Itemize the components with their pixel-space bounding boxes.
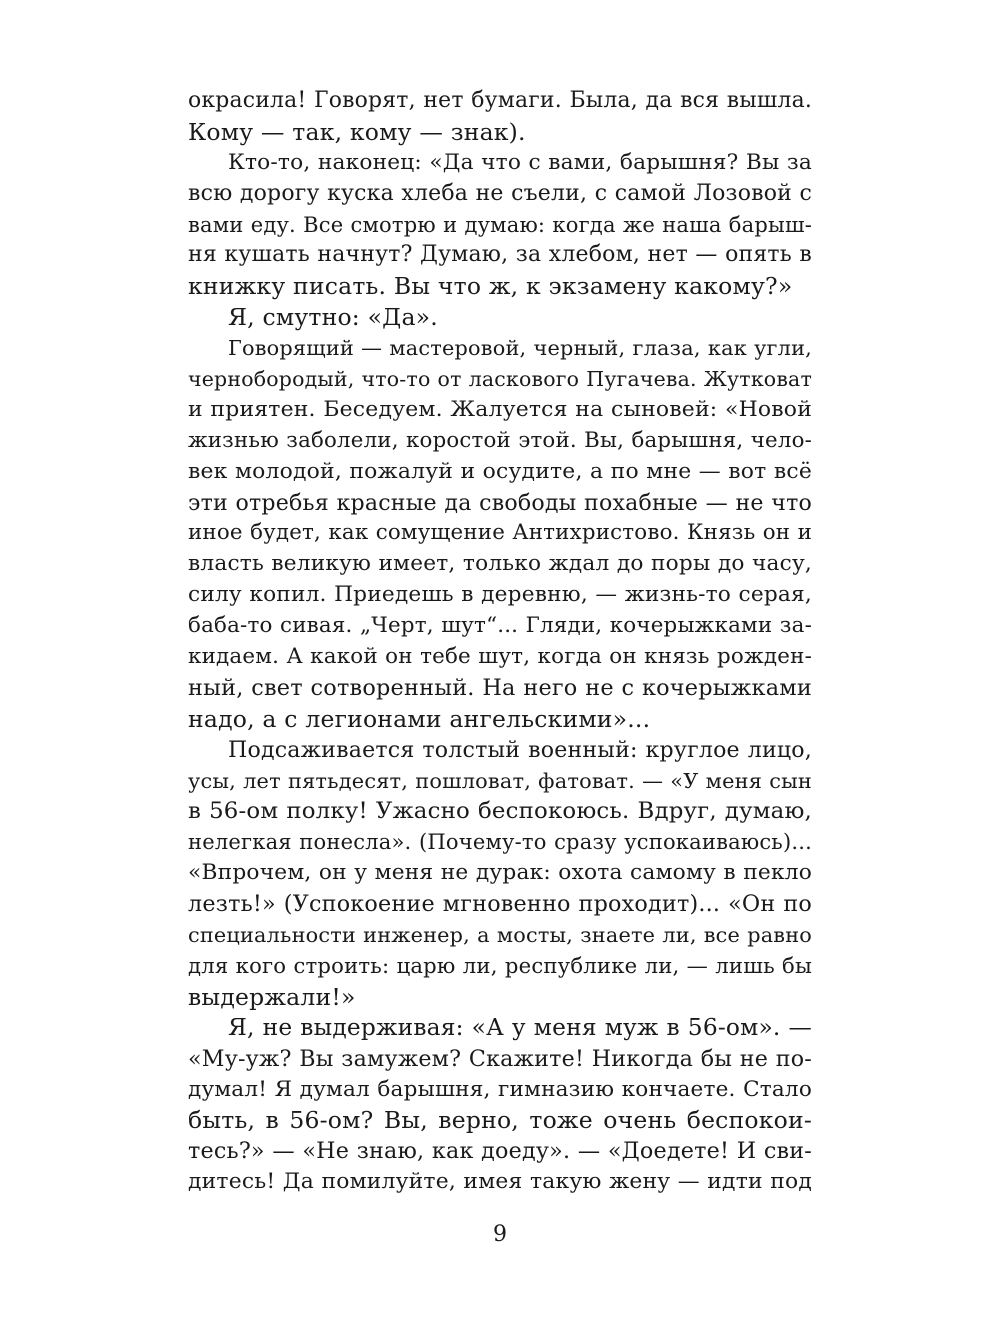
text-line: ный, свет сотворенный. На него не с кочерыжками xyxy=(188,674,812,701)
text-line: Кто-то, наконец: «Да что с вами, барышня? Вы за xyxy=(228,149,812,175)
text-line: кидаем. А какой он тебе шут, когда он князь рожден- xyxy=(188,644,812,670)
body-text xyxy=(188,86,812,1198)
text-line: силу копил. Приедешь в деревню, — жизнь-то серая, xyxy=(188,582,812,608)
text-line: чернобородый, что-то от ласкового Пугачева. Жутковат xyxy=(188,367,812,392)
text-line: для кого строить: царю ли, республике ли, — лишь бы xyxy=(188,952,812,978)
text-line: вами еду. Все смотрю и думаю: когда же наша барыш- xyxy=(188,211,812,237)
text-line: жизнью заболели, коростой этой. Вы, барышня, чело- xyxy=(188,427,812,453)
text-line: надо, а с легионами ангельскими»... xyxy=(188,704,651,733)
text-line: в 56-ом полку! Ужасно беспокоюсь. Вдруг, думаю, xyxy=(188,798,812,825)
text-line: Я, смутно: «Да». xyxy=(228,303,438,332)
text-line: власть великую имеет, только ждал до поры до часу, xyxy=(188,551,812,577)
text-line: «Впрочем, он у меня не дурак: охота самому в пекло xyxy=(188,860,812,886)
text-line: эти отребья красные да свободы похабные — не что xyxy=(188,489,812,516)
text-line: выдержали!» xyxy=(188,982,356,1011)
text-line: и приятен. Беседуем. Жалуется на сыновей: «Новой xyxy=(188,396,812,422)
text-line: ня кушать начнут? Думаю, за хлебом, нет — опять в xyxy=(188,242,812,268)
text-line: быть, в 56-ом? Вы, верно, тоже очень беспокои- xyxy=(188,1106,812,1135)
text-line: тесь?» — «Не знаю, как доеду». — «Доедете! И сви- xyxy=(188,1138,812,1165)
text-line: окрасила! Говорят, нет бумаги. Была, да вся вышла. xyxy=(188,88,812,113)
text-line: баба-то сивая. „Черт, шут“... Гляди, кочерыжками за- xyxy=(188,613,812,639)
text-line: иное будет, как сомущение Антихристово. Князь он и xyxy=(188,520,812,546)
text-line: лезть!» (Успокоение мгновенно проходит)... «Он по xyxy=(188,891,812,918)
text-line: Я, не выдерживая: «А у меня муж в 56-ом». — xyxy=(228,1013,812,1041)
text-line: Подсаживается толстый военный: круглое лицо, xyxy=(228,736,812,763)
text-line: Говорящий — мастеровой, черный, глаза, как угли, xyxy=(228,336,812,361)
text-line: думал! Я думал барышня, гимназию кончаете. Стало xyxy=(188,1076,812,1102)
text-line: усы, лет пятьдесят, пошловат, фатоват. — «У меня сын xyxy=(188,768,812,793)
text-line: всю дорогу куска хлеба не съели, с самой Лозовой с xyxy=(188,180,812,206)
text-line: специальности инженер, а мосты, знаете ли, все равно xyxy=(188,923,812,948)
page-number: 9 xyxy=(493,1222,507,1247)
text-line: дитесь! Да помилуйте, имея такую жену — идти под xyxy=(188,1169,812,1195)
text-line: век молодой, пожалуй и осудите, а по мне — вот всё xyxy=(188,458,812,484)
text-line: книжку писать. Вы что ж, к экзамену какому?» xyxy=(188,272,793,301)
text-line: «Му-уж? Вы замужем? Скажите! Никогда бы не по- xyxy=(188,1045,812,1072)
text-line: Кому — так, кому — знак). xyxy=(188,117,526,146)
text-line: нелегкая понесла». (Почему-то сразу успокаиваюсь)... xyxy=(188,829,812,855)
